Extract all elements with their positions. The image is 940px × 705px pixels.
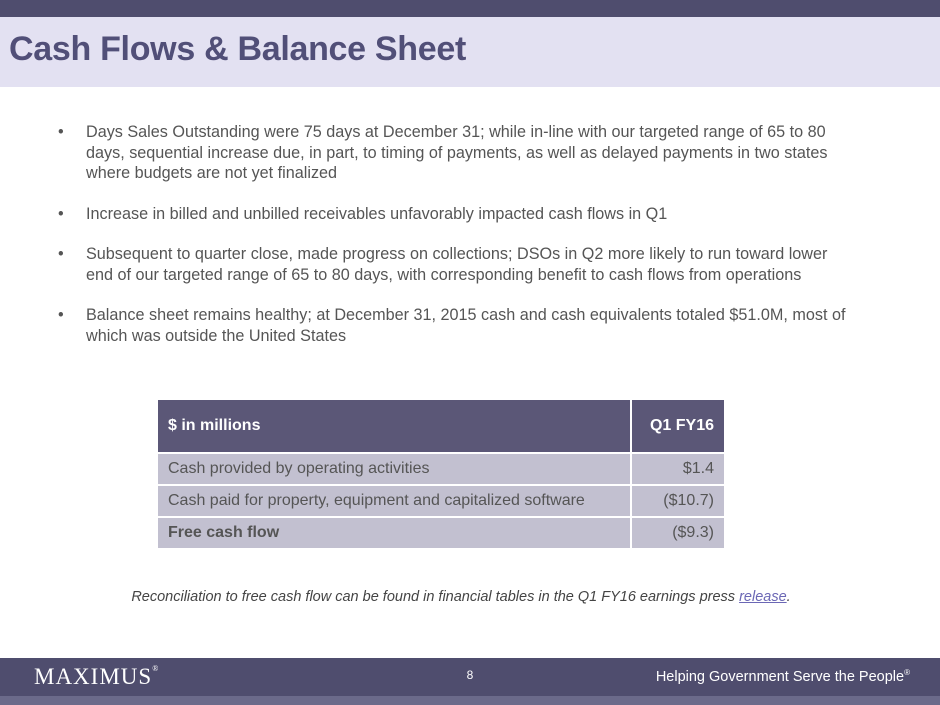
table-row: [158, 454, 724, 484]
bullet-item: [58, 122, 858, 184]
row-value: ($10.7): [632, 486, 724, 516]
header-label: $ in millions: [158, 400, 630, 452]
bullet-text: Days Sales Outstanding were 75 days at December 31; while in-line with our targeted range of 65 to 80 days, sequential increase due, in part, to timing of payments, as well as delayed payments in two states where budgets are not yet finalized: [86, 123, 828, 182]
note-text: Reconciliation to free cash flow can be found in financial tables in the Q1 FY16 earnings press: [131, 589, 740, 605]
slide-title: Cash Flows & Balance Sheet: [9, 30, 467, 68]
table-row: [158, 486, 724, 516]
reconciliation-note: [0, 589, 922, 605]
header-period: Q1 FY16: [632, 400, 724, 452]
logo-text: MAXIMUS: [34, 664, 153, 689]
bullet-text: Increase in billed and unbilled receivables unfavorably impacted cash flows in Q1: [86, 204, 668, 223]
tagline-mark: ®: [904, 668, 910, 677]
release-link[interactable]: release: [739, 589, 787, 605]
bullet-icon: •: [58, 306, 64, 324]
tagline: [656, 668, 910, 685]
note-end: .: [786, 589, 791, 605]
row-label: Cash provided by operating activities: [158, 454, 630, 484]
bullet-list: [58, 122, 858, 366]
top-bar: [0, 0, 940, 17]
table-row: [158, 518, 724, 548]
row-value: $1.4: [632, 454, 724, 484]
maximus-logo: [34, 664, 159, 690]
bullet-icon: •: [58, 204, 64, 223]
row-value: ($9.3): [632, 518, 724, 548]
cash-flow-table: [156, 398, 726, 550]
bullet-text: Balance sheet remains healthy; at December 31, 2015 cash and cash equivalents totaled $51.0M, most of which was outside the United States: [86, 306, 846, 345]
bullet-item: [58, 244, 858, 285]
page-number: 8: [466, 668, 474, 682]
tagline-text: Helping Government Serve the People: [655, 668, 905, 685]
footer-stripe: [0, 696, 940, 705]
logo-mark: ®: [152, 664, 160, 673]
bullet-text: Subsequent to quarter close, made progress on collections; DSOs in Q2 more likely to run toward lower end of our targeted range of 65 to 80 days, with corresponding benefit to cash flows from operations: [86, 245, 828, 284]
bullet-item: [58, 204, 858, 225]
bullet-icon: •: [58, 245, 64, 263]
table-header-row: [158, 400, 724, 452]
bullet-icon: •: [58, 123, 64, 141]
row-label: Cash paid for property, equipment and capitalized software: [158, 486, 630, 516]
row-label: Free cash flow: [158, 518, 630, 548]
bullet-item: [58, 305, 858, 346]
